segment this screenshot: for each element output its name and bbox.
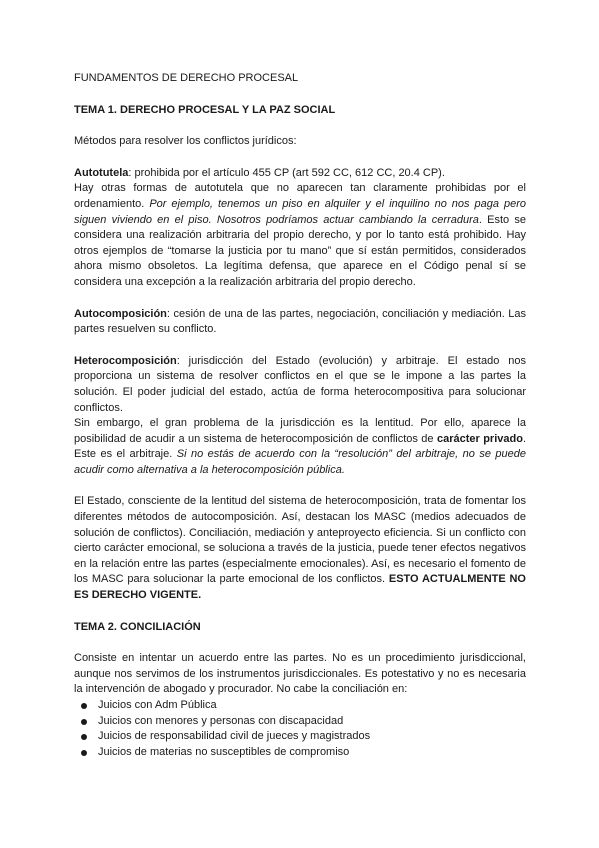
caracter-privado: carácter privado [436, 432, 523, 445]
document-body [74, 71, 526, 760]
autotutela-term: Autotutela [74, 166, 129, 179]
arbitraje-note: Si no estás de acuerdo con la “resolución” del arbitraje, no se puede acudir como alternativa a la heterocomposición pública. [74, 448, 526, 476]
document-title: FUNDAMENTOS DE DERECHO PROCESAL [74, 72, 299, 84]
autotutela-def: : prohibida por el artículo 455 CP (art 592 CC, 612 CC, 20.4 CP). [128, 166, 445, 179]
tema1-heading: TEMA 1. DERECHO PROCESAL Y LA PAZ SOCIAL [74, 103, 336, 116]
heterocomposicion-term: Heterocomposición [74, 354, 177, 367]
autotutela-text-a: Hay otras formas de autotutela que no aparecen tan claramente prohibidas por el ordenamiento. [74, 182, 526, 210]
tema1-intro: Métodos para resolver los conflictos jurídicos: [74, 135, 297, 148]
bullet-icon [81, 750, 87, 756]
heterocomposicion-paragraph [74, 354, 526, 416]
arbitraje-text-b: . Este es el arbitraje. [74, 432, 526, 461]
list-item: Juicios con menores y personas con discapacidad [74, 714, 526, 730]
masc-text: El Estado, consciente de la lentitud del sistema de heterocomposición, trata de fomentar los diferentes métodos de autocomposición. Así, destacan los MASC (medios adecuados de solución de conflictos). Conciliación, mediación y anteproyecto eficiencia. Si un conflicto con cierto carácter emocional, se soluciona a través de la justicia, puede tener efectos negativos en la relación entre las partes (especialmente emocionales). Así, es necesario el fomento de los MASC para solucionar la parte emocional de los conflictos. [74, 495, 526, 586]
heterocomposicion-def: : jurisdicción del Estado (evolución) y arbitraje. El estado nos proporciona un sistema de resolver conflictos en el que se le impone a las partes la solución. El poder judicial del estado, actúa de forma heterocompositiva para solucionar conflictos. [74, 354, 526, 414]
autocomposicion-paragraph [74, 307, 526, 338]
autocomposicion-term: Autocomposición [74, 307, 167, 320]
conciliacion-paragraph: Consiste en intentar un acuerdo entre las partes. No es un procedimiento jurisdiccional, aunque nos servimos de los instrumentos jurisdiccionales. Es potestativo y no es necesaria la intervención de abogado y procurador. No cabe la conciliación en: [74, 652, 526, 696]
masc-warning: ESTO ACTUALMENTE NO ES DERECHO VIGENTE. [74, 573, 526, 602]
autotutela-paragraph [74, 181, 526, 290]
bullet-icon [81, 703, 87, 709]
arbitraje-text-a: Sin embargo, el gran problema de la jurisdicción es la lentitud. Por ello, aparece la posibilidad de acudir a un sistema de heterocomposición de conflictos de [74, 417, 526, 445]
bullet-icon [81, 734, 87, 740]
list-item: Juicios de responsabilidad civil de jueces y magistrados [74, 729, 526, 745]
autotutela-definition [74, 166, 526, 182]
bullet-icon [81, 719, 87, 725]
list-item: Juicios con Adm Pública [74, 698, 526, 714]
autotutela-text-b: . Esto se considera una realización arbitraria del propio derecho, y por lo tanto está prohibido. Hay otros ejemplos de “tomarse la justicia por tu mano” que sí están permitidos, considerados ahora mismo obsoletos. La legítima defensa, que aparece en el Código penal sí se considera una excepción a la realización arbitraria del propio derecho. [74, 213, 526, 288]
masc-paragraph [74, 494, 526, 603]
conciliacion-exclusions-list [74, 698, 526, 760]
arbitraje-paragraph [74, 416, 526, 478]
list-item: Juicios de materias no susceptibles de compromiso [74, 745, 526, 761]
autotutela-example: Por ejemplo, tenemos un piso en alquiler y el inquilino no nos paga pero siguen viviendo en el piso. Nosotros podríamos actuar cambiando la cerradura [74, 197, 526, 226]
tema2-heading: TEMA 2. CONCILIACIÓN [74, 620, 201, 633]
autocomposicion-def: : cesión de una de las partes, negociación, conciliación y mediación. Las partes resuelven su conflicto. [74, 307, 526, 336]
